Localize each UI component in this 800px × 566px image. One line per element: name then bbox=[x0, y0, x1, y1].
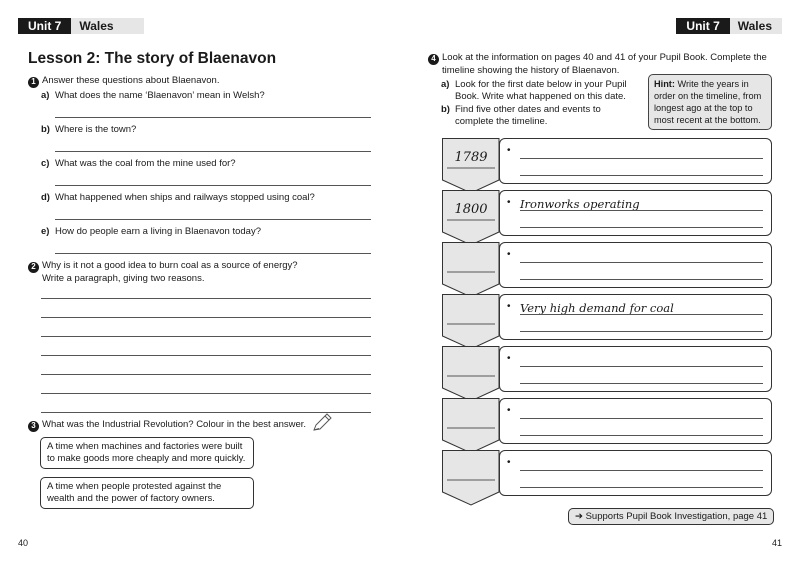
option-text: A time when people protested against the bbox=[47, 481, 222, 492]
answer-line[interactable] bbox=[55, 117, 371, 118]
question-text: timeline showing the history of Blaenavon. bbox=[442, 64, 620, 76]
question-instruction: Write a paragraph, giving two reasons. bbox=[42, 272, 205, 284]
answer-line bbox=[520, 487, 763, 488]
question-number: 2 bbox=[28, 262, 39, 273]
answer-line bbox=[520, 331, 763, 332]
bullet-icon: • bbox=[507, 353, 511, 364]
option-text: to make goods more cheaply and more quickly. bbox=[47, 453, 246, 464]
unit-tab bbox=[18, 18, 144, 34]
page-title: Lesson 2: The story of Blaenavon bbox=[28, 50, 277, 67]
timeline-row bbox=[442, 450, 772, 496]
timeline-arrow bbox=[442, 450, 500, 506]
answer-line[interactable] bbox=[55, 219, 371, 220]
timeline-row bbox=[442, 242, 772, 288]
answer-line bbox=[520, 279, 763, 280]
part-letter: a) bbox=[41, 90, 50, 101]
timeline-event-box[interactable] bbox=[499, 138, 772, 184]
timeline-event-box[interactable] bbox=[499, 294, 772, 340]
part-letter: e) bbox=[41, 226, 50, 237]
bullet-icon: • bbox=[507, 197, 511, 208]
timeline-row bbox=[442, 138, 772, 184]
page-number: 41 bbox=[771, 538, 782, 548]
timeline-row bbox=[442, 398, 772, 444]
answer-line[interactable] bbox=[41, 393, 371, 394]
question-number: 4 bbox=[428, 54, 439, 65]
part-text: Where is the town? bbox=[55, 124, 137, 135]
question-number: 3 bbox=[28, 421, 39, 432]
right-page bbox=[400, 0, 800, 566]
answer-line bbox=[520, 175, 763, 176]
answer-line bbox=[520, 383, 763, 384]
question-2 bbox=[28, 260, 298, 285]
bullet-icon: • bbox=[507, 301, 511, 312]
answer-line bbox=[520, 210, 763, 211]
hint-label: Hint: bbox=[654, 79, 675, 89]
question-1 bbox=[28, 75, 219, 88]
question-4b bbox=[441, 104, 601, 128]
part-text: How do people earn a living in Blaenavon today? bbox=[55, 226, 261, 237]
timeline-event-text: Very high demand for coal bbox=[520, 301, 674, 315]
timeline-row bbox=[442, 190, 772, 236]
part-text: Book. Write what happened on this date. bbox=[455, 91, 626, 102]
question-1a bbox=[41, 90, 265, 102]
option-text: A time when machines and factories were built bbox=[47, 441, 243, 452]
timeline-arrow bbox=[442, 346, 500, 402]
timeline-event-box[interactable] bbox=[499, 346, 772, 392]
question-text: Look at the information on pages 40 and 41 of your Pupil Book. Complete the bbox=[442, 52, 767, 63]
part-letter: d) bbox=[41, 192, 50, 203]
answer-line[interactable] bbox=[55, 185, 371, 186]
answer-line[interactable] bbox=[41, 298, 371, 299]
timeline-event-box[interactable] bbox=[499, 450, 772, 496]
answer-line bbox=[520, 158, 763, 159]
topic-label: Wales bbox=[730, 18, 782, 34]
part-text: Look for the first date below in your Pupil bbox=[455, 79, 627, 90]
part-text: What happened when ships and railways stopped using coal? bbox=[55, 192, 315, 203]
timeline-arrow bbox=[442, 294, 500, 350]
bullet-icon: • bbox=[507, 249, 511, 260]
option-text: wealth and the power of factory owners. bbox=[47, 493, 215, 504]
part-text: complete the timeline. bbox=[455, 116, 548, 127]
answer-line bbox=[520, 227, 763, 228]
bullet-icon: • bbox=[507, 145, 511, 156]
unit-label: Unit 7 bbox=[18, 18, 71, 34]
answer-line[interactable] bbox=[41, 355, 371, 356]
answer-line[interactable] bbox=[41, 317, 371, 318]
question-1d bbox=[41, 192, 315, 204]
part-letter: c) bbox=[41, 158, 50, 169]
question-text: Why is it not a good idea to burn coal as a source of energy? bbox=[42, 260, 298, 271]
answer-line bbox=[520, 435, 763, 436]
part-text: What does the name ‘Blaenavon’ mean in Welsh? bbox=[55, 90, 265, 101]
supports-link[interactable]: ➔ Supports Pupil Book Investigation, page 41 bbox=[568, 508, 774, 525]
answer-option-2[interactable] bbox=[40, 477, 254, 509]
timeline-row bbox=[442, 346, 772, 392]
bullet-icon: • bbox=[507, 457, 511, 468]
timeline-event-box[interactable] bbox=[499, 190, 772, 236]
timeline-year[interactable]: 1789 bbox=[454, 150, 488, 165]
answer-line bbox=[520, 418, 763, 419]
question-1b bbox=[41, 124, 136, 136]
answer-line[interactable] bbox=[41, 336, 371, 337]
answer-option-1[interactable] bbox=[40, 437, 254, 469]
bullet-icon: • bbox=[507, 405, 511, 416]
timeline-arrow bbox=[442, 398, 500, 454]
part-letter: a) bbox=[441, 79, 450, 90]
question-number: 1 bbox=[28, 77, 39, 88]
answer-line[interactable] bbox=[55, 253, 371, 254]
question-text: What was the Industrial Revolution? Colour in the best answer. bbox=[42, 419, 307, 430]
timeline-year[interactable]: 1800 bbox=[454, 202, 488, 217]
question-4a bbox=[441, 79, 627, 103]
timeline-arrow bbox=[442, 242, 500, 298]
part-text: What was the coal from the mine used for? bbox=[55, 158, 236, 169]
unit-tab bbox=[676, 18, 782, 34]
timeline-event-text: Ironworks operating bbox=[520, 197, 640, 211]
timeline-event-box[interactable] bbox=[499, 242, 772, 288]
answer-line[interactable] bbox=[41, 374, 371, 375]
question-1e bbox=[41, 226, 261, 238]
page-number: 40 bbox=[18, 538, 29, 548]
unit-label: Unit 7 bbox=[676, 18, 729, 34]
timeline-arrow bbox=[442, 190, 500, 246]
answer-line bbox=[520, 314, 763, 315]
part-text: Find five other dates and events to bbox=[455, 104, 601, 115]
timeline-row bbox=[442, 294, 772, 340]
hint-text: Write the years in order on the timeline, from longest ago at the top to most recent at the bottom. bbox=[654, 79, 762, 125]
timeline-event-box[interactable] bbox=[499, 398, 772, 444]
question-4 bbox=[428, 52, 773, 77]
topic-label: Wales bbox=[71, 18, 143, 34]
part-letter: b) bbox=[441, 104, 450, 115]
answer-line bbox=[520, 262, 763, 263]
pencil-icon bbox=[310, 412, 334, 434]
question-1c bbox=[41, 158, 236, 170]
hint-box bbox=[648, 74, 772, 130]
answer-line bbox=[520, 366, 763, 367]
answer-line[interactable] bbox=[55, 151, 371, 152]
answer-line bbox=[520, 470, 763, 471]
timeline-arrow bbox=[442, 138, 500, 194]
question-text: Answer these questions about Blaenavon. bbox=[42, 75, 220, 86]
question-3 bbox=[28, 419, 306, 432]
part-letter: b) bbox=[41, 124, 50, 135]
